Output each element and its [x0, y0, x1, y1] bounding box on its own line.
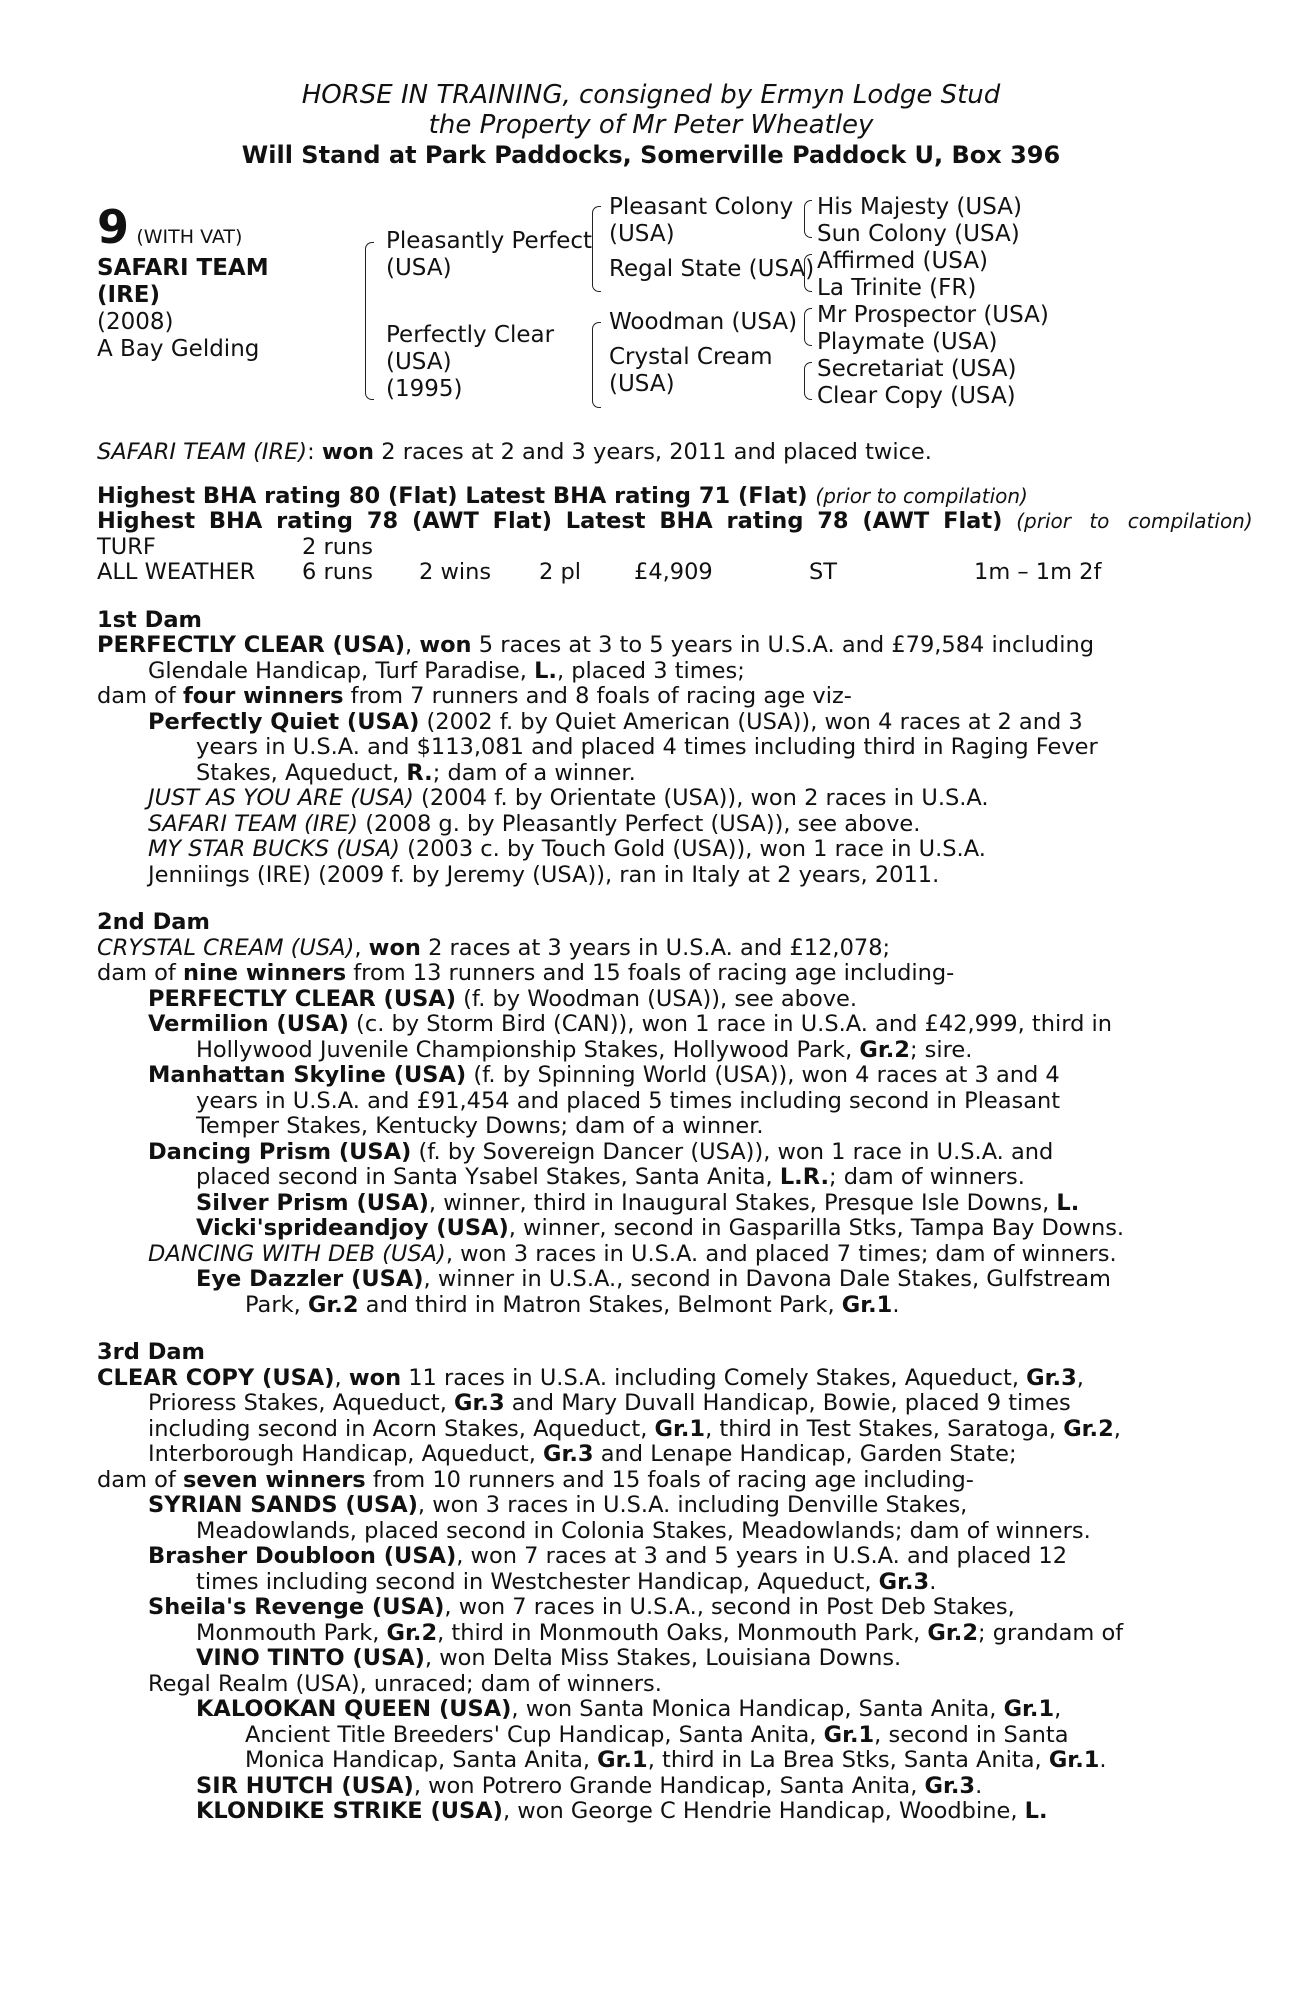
- pedigree-table: [97, 194, 1205, 426]
- g3-his-majesty: His Majesty (USA): [817, 194, 1022, 220]
- lot-block: [97, 200, 269, 363]
- section-heading: 3rd Dam: [97, 1339, 205, 1365]
- brace-g3-3: [804, 308, 812, 346]
- record-all-weather: ALL WEATHER 6 runs 2 wins 2 pl £4,909 ST 1m – 1m 2f: [97, 559, 1102, 585]
- g3-clear-copy: Clear Copy (USA): [817, 383, 1016, 409]
- brace-g3-1: [804, 200, 812, 238]
- brace-g3-2: [804, 254, 812, 292]
- sire: Pleasantly Perfect (USA): [386, 228, 593, 281]
- brace-gen1: [365, 242, 374, 400]
- page-header: [97, 80, 1205, 170]
- dam: Perfectly Clear (USA) (1995): [386, 322, 555, 402]
- progeny-entry: MY STAR BUCKS (USA) (2003 c. by Touch Gold (USA)), won 1 race in U.S.A.: [148, 836, 986, 862]
- brace-g3-4: [804, 362, 812, 400]
- consignor-line: HORSE IN TRAINING, consigned by Ermyn Lodge Stud: [301, 80, 1001, 110]
- progeny-entry: Jenniings (IRE) (2009 f. by Jeremy (USA)), ran in Italy at 2 years, 2011.: [148, 861, 940, 888]
- brace-sire: [592, 206, 601, 292]
- dam-dam: Crystal Cream (USA): [609, 344, 773, 397]
- catalogue-page: [97, 80, 1253, 1825]
- brace-dam: [592, 322, 601, 408]
- sire-dam: Regal State (USA): [609, 256, 815, 282]
- g3-secretariat: Secretariat (USA): [817, 356, 1017, 382]
- section-heading: 1st Dam: [97, 606, 202, 633]
- horse-description: A Bay Gelding: [97, 336, 260, 362]
- vat-note: (WITH VAT): [136, 226, 243, 248]
- progeny-entry: SAFARI TEAM (IRE) (2008 g. by Pleasantly Perfect (USA)), see above.: [148, 810, 921, 837]
- race-record: [97, 535, 1205, 586]
- location-line: Will Stand at Park Paddocks, Somerville Paddock U, Box 396: [241, 141, 1061, 169]
- progeny-entry: Perfectly Quiet (USA) (2002 f. by Quiet American (USA)), won 4 races at 2 and 3: [148, 708, 1083, 735]
- record-turf: TURF 2 runs: [97, 533, 373, 560]
- g3-sun-colony: Sun Colony (USA): [817, 221, 1020, 247]
- g3-playmate: Playmate (USA): [817, 329, 998, 355]
- race-summary: SAFARI TEAM (IRE): won 2 races at 2 and 3 years, 2011 and placed twice.: [97, 439, 932, 465]
- horse-name: SAFARI TEAM: [97, 255, 269, 281]
- g3-affirmed: Affirmed (USA): [817, 248, 989, 274]
- lot-number: 9: [97, 200, 130, 254]
- ratings: [97, 482, 1253, 535]
- g3-mr-prospector: Mr Prospector (USA): [817, 302, 1049, 328]
- horse-country: (IRE): [97, 282, 161, 308]
- rating-awt: Highest BHA rating 78 (AWT Flat) Latest BHA rating 78 (AWT Flat) (prior to compilation): [97, 508, 1253, 534]
- first-dam-section: 1st Dam PERFECTLY CLEAR (USA), won 5 races at 3 to 5 years in U.S.A. and £79,584 including Glendale Handicap, Turf Paradise, L., placed 3 times; dam of four winners from 7 runners and 8 foals of racing age viz- Perfectly Quiet (USA) (2002 f. by Quiet American (USA)), won 4 races at 2 and 3 years in U.S.A. and $113,081 and placed 4 times including third in Raging Fever Stakes, Aqueduct, R.; dam of a winner. JUST AS YOU ARE (USA) (2004 f. by Orientate (USA)), won 2 races in U.S.A. SAFARI TEAM (IRE) (2008 g. by Pleasantly Perfect (USA)), see above. MY STAR BUCKS (USA) (2003 c. by Touch Gold (USA)), won 1 race in U.S.A. Jenniings (IRE) (2009 f. by Jeremy (USA)), ran in Italy at 2 years, 2011.: [97, 608, 1205, 889]
- g3-la-trinite: La Trinite (FR): [817, 275, 977, 301]
- sire-sire: Pleasant Colony (USA): [609, 194, 794, 247]
- gen3-names: [817, 194, 1049, 410]
- progeny-entry: JUST AS YOU ARE (USA) (2004 f. by Orientate (USA)), won 2 races in U.S.A.: [148, 785, 989, 811]
- section-heading: 2nd Dam: [97, 909, 210, 935]
- foaling-year: (2008): [97, 309, 174, 335]
- second-dam-section: 2nd Dam CRYSTAL CREAM (USA), won 2 races at 3 years in U.S.A. and £12,078; dam of nine winners from 13 runners and 15 foals of racing age including- PERFECTLY CLEAR (USA) (f. by Woodman (USA)), see above. Vermilion (USA) (c. by Storm Bird (CAN)), won 1 race in U.S.A. and £42,999, third in Hollywood Juvenile Championship Stakes, Hollywood Park, Gr.2; sire. Manhattan Skyline (USA) (f. by Spinning World (USA)), won 4 races at 3 and 4 years in U.S.A. and £91,454 and placed 5 times including second in Pleasant Temper Stakes, Kentucky Downs; dam of a winner. Dancing Prism (USA) (f. by Sovereign Dancer (USA)), won 1 race in U.S.A. and placed second in Santa Ysabel Stakes, Santa Anita, L.R.; dam of winners. Silver Prism (USA), winner, third in Inaugural Stakes, Presque Isle Downs, L. Vicki'sprideandjoy (USA), winner, second in Gasparilla Stks, Tampa Bay Downs. DANCING WITH DEB (USA), won 3 races in U.S.A. and placed 7 times; dam of winners. Eye Dazzler (USA), winner in U.S.A., second in Davona Dale Stakes, Gulfstream Park, Gr.2 and third in Matron Stakes, Belmont Park, Gr.1.: [97, 910, 1205, 1318]
- owner-line: the Property of Mr Peter Wheatley: [428, 110, 874, 140]
- rating-flat: Highest BHA rating 80 (Flat) Latest BHA rating 71 (Flat) (prior to compilation): [97, 482, 1028, 509]
- third-dam-section: 3rd Dam CLEAR COPY (USA), won 11 races in U.S.A. including Comely Stakes, Aqueduct, Gr.3, Prioress Stakes, Aqueduct, Gr.3 and Mary Duvall Handicap, Bowie, placed 9 times including second in Acorn Stakes, Aqueduct, Gr.1, third in Test Stakes, Saratoga, Gr.2, Interborough Handicap, Aqueduct, Gr.3 and Lenape Handicap, Garden State; dam of seven winners from 10 runners and 15 foals of racing age including- SYRIAN SANDS (USA), won 3 races in U.S.A. including Denville Stakes, Meadowlands, placed second in Colonia Stakes, Meadowlands; dam of winners. Brasher Doubloon (USA), won 7 races at 3 and 5 years in U.S.A. and placed 12 times including second in Westchester Handicap, Aqueduct, Gr.3. Sheila's Revenge (USA), won 7 races in U.S.A., second in Post Deb Stakes, Monmouth Park, Gr.2, third in Monmouth Oaks, Monmouth Park, Gr.2; grandam of VINO TINTO (USA), won Delta Miss Stakes, Louisiana Downs. Regal Realm (USA), unraced; dam of winners. KALOOKAN QUEEN (USA), won Santa Monica Handicap, Santa Anita, Gr.1, Ancient Title Breeders' Cup Handicap, Santa Anita, Gr.1, second in Santa Monica Handicap, Santa Anita, Gr.1, third in La Brea Stks, Santa Anita, Gr.1. SIR HUTCH (USA), won Potrero Grande Handicap, Santa Anita, Gr.3. KLONDIKE STRIKE (USA), won George C Hendrie Handicap, Woodbine, L.: [97, 1340, 1205, 1825]
- dam-sire: Woodman (USA): [609, 309, 798, 335]
